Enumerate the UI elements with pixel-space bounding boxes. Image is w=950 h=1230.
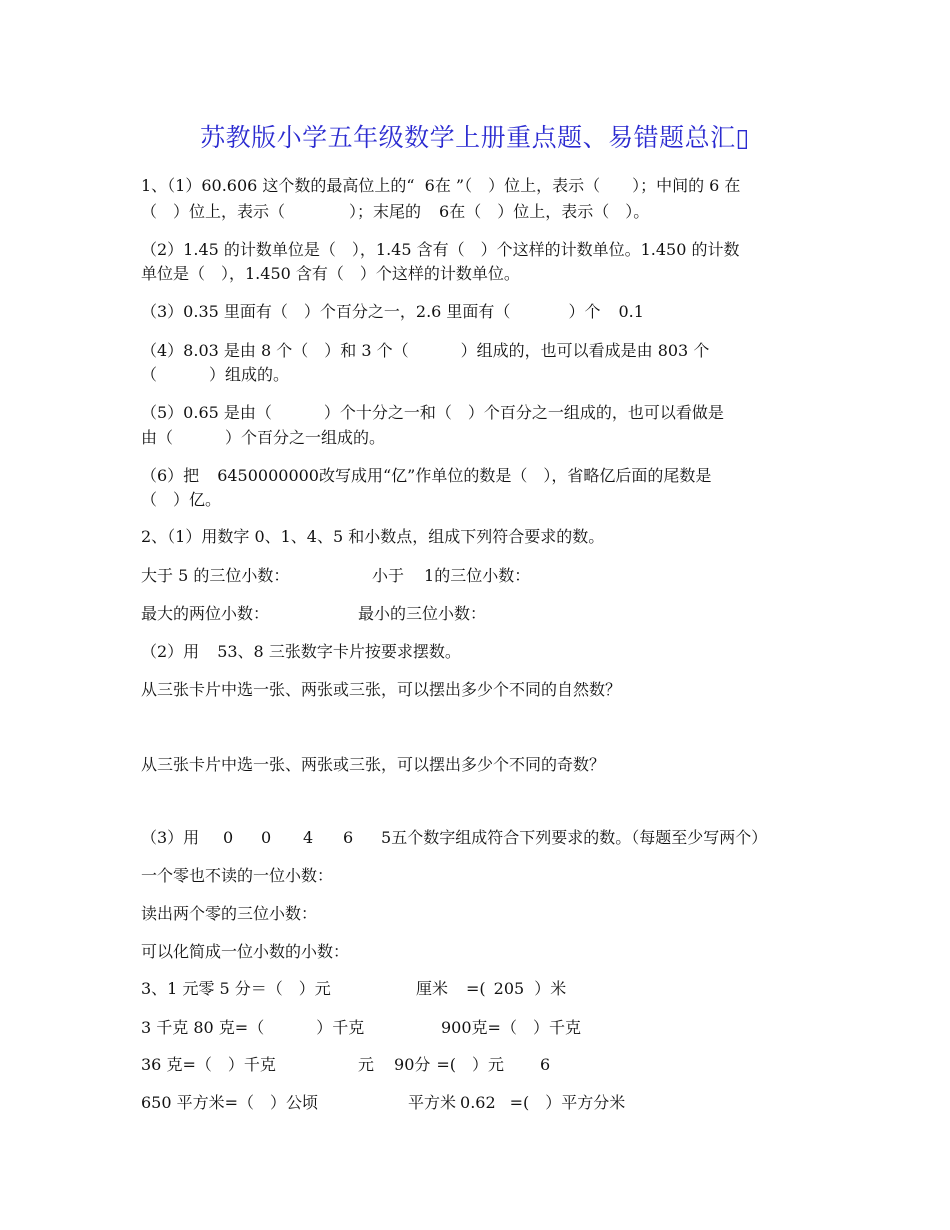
q1-part6-text-a: （6）把 bbox=[141, 466, 200, 485]
q1-part4-text-a: （4）8.03 是由 8 个（ ）和 3 个（ bbox=[141, 341, 409, 360]
q2-part2-heading bbox=[141, 642, 461, 662]
q2-part3-text-a: （3）用 bbox=[141, 828, 200, 847]
q1-part2-line-2: 单位是（ ），1.450 含有（ ）个这样的计数单位。 bbox=[141, 264, 520, 283]
q3-row-1-eq: =( bbox=[466, 979, 486, 998]
q1-part3-text-a: （3）0.35 里面有（ ）个百分之一，2.6 里面有（ bbox=[141, 302, 511, 321]
q3-row-2-text-b: ）千克 bbox=[316, 1018, 365, 1037]
q3-row-3-unit: 元 bbox=[358, 1055, 375, 1074]
q2-part3-no-zero-read: 一个零也不读的一位小数： bbox=[141, 866, 334, 885]
q1-line-2-digit: 6 bbox=[439, 202, 450, 221]
q3-row-2-right bbox=[441, 1018, 581, 1038]
q3-row-1-tail: ）米 bbox=[534, 979, 567, 998]
q3-row-2-left bbox=[141, 1018, 364, 1038]
q3-row-4-right bbox=[408, 1093, 625, 1113]
q2-part3-two-zeros-read: 读出两个零的三位小数： bbox=[141, 904, 318, 923]
q1-line-2-text-c: 在（ ）位上，表示（ ）。 bbox=[449, 202, 650, 221]
q1-part3-text-b: ）个 bbox=[568, 302, 601, 321]
q3-row-3-value: 90 bbox=[394, 1055, 415, 1074]
q1-part4-text-b: ）组成的，也可以看成是由 803 个 bbox=[460, 341, 710, 360]
q2-smallest-three-decimal: 最小的三位小数： bbox=[358, 604, 487, 623]
q3-row-2-value: 900 bbox=[441, 1018, 472, 1037]
q2-heading: 2、（1）用数字 0、1、4、5 和小数点，组成下列符合要求的数。 bbox=[141, 527, 605, 546]
q2-part3-heading bbox=[141, 828, 767, 848]
page-title: 苏教版小学五年级数学上册重点题、易错题总汇▯ bbox=[200, 123, 750, 152]
q1-part6-number: 6450000000 bbox=[217, 466, 319, 485]
q1-part5-line-2 bbox=[141, 428, 385, 448]
q2-part2-text-a: （2）用 bbox=[141, 642, 200, 661]
q1-part5-text-c: 由（ bbox=[141, 428, 174, 447]
q3-row-4-unit: 平方米 bbox=[408, 1093, 457, 1112]
q1-line-2-text-a: （ ）位上，表示（ ）；末尾的 bbox=[141, 202, 422, 221]
q2-part2-odd-numbers: 从三张卡片中选一张、两张或三张，可以摆出多少个不同的奇数？ bbox=[141, 755, 606, 774]
q3-row-4-value: 0.62 bbox=[460, 1093, 496, 1112]
q2-less-than-1-text-a: 小于 bbox=[372, 566, 405, 585]
q1-line-1-text-a: 1、（1）60.606 这个数的最高位上的“ bbox=[141, 176, 415, 195]
q1-part2-line-1: （2）1.45 的计数单位是（ ），1.45 含有（ ）个这样的计数单位。1.450 的计数 bbox=[141, 240, 740, 259]
q1-part6-line-2: （ ）亿。 bbox=[141, 490, 222, 509]
q2-less-than-1-text-c: 的三位小数： bbox=[434, 566, 531, 585]
q3-row-3-digit: 6 bbox=[540, 1055, 551, 1074]
q3-row-2-text-d: 克=（ ）千克 bbox=[471, 1018, 581, 1037]
q3-row-4-left: 650 平方米=（ ）公顷 bbox=[141, 1093, 319, 1112]
q1-line-1-text-c: 在 ”（ ）位上，表示（ ）；中间的 6 在 bbox=[434, 176, 741, 195]
q1-part5-line-1 bbox=[141, 403, 724, 423]
q2-part2-digit: 5 bbox=[217, 642, 228, 661]
q2-less-than-1-digit: 1 bbox=[424, 566, 435, 585]
q2-part3-digit-2: 0 bbox=[261, 828, 272, 847]
q2-part2-text-c: 3、8 三张数字卡片按要求摆数。 bbox=[227, 642, 461, 661]
q3-row-1-unit: 厘米 bbox=[416, 979, 449, 998]
q2-greater-than-5: 大于 5 的三位小数： bbox=[141, 566, 290, 585]
q1-part5-text-b: ）个十分之一和（ ）个百分之一组成的，也可以看做是 bbox=[323, 403, 724, 422]
q2-largest-two-decimal: 最大的两位小数： bbox=[141, 604, 270, 623]
q2-part3-digit-1: 0 bbox=[223, 828, 234, 847]
q3-row-4-tail: =( ）平方分米 bbox=[509, 1093, 626, 1112]
q1-part6-text-c: 改写成用“亿”作单位的数是（ ），省略亿后面的尾数是 bbox=[318, 466, 712, 485]
q2-part3-digit-5: 5 bbox=[381, 828, 392, 847]
q3-row-1-value: 205 bbox=[493, 979, 525, 998]
q1-part3-line bbox=[141, 302, 644, 322]
q1-part4-line-1 bbox=[141, 341, 709, 361]
q3-row-3-unit-b: 分 bbox=[414, 1055, 431, 1074]
q3-row-2-text-a: 3 千克 80 克=（ bbox=[141, 1018, 265, 1037]
q1-part5-text-a: （5）0.65 是由（ bbox=[141, 403, 272, 422]
q1-part4-text-d: ）组成的。 bbox=[209, 365, 290, 384]
q3-row-1-right bbox=[416, 979, 566, 999]
q3-row-3-eq: =( ）元 bbox=[436, 1055, 505, 1074]
q2-part2-natural-numbers: 从三张卡片中选一张、两张或三张，可以摆出多少个不同的自然数？ bbox=[141, 680, 622, 699]
q1-part4-line-2 bbox=[141, 365, 289, 385]
q1-part3-value: 0.1 bbox=[618, 302, 644, 321]
q3-row-3-right bbox=[358, 1055, 550, 1075]
q3-row-3-left: 36 克=（ ）千克 bbox=[141, 1055, 276, 1074]
q3-row-1-left: 3、1 元零 5 分＝（ ）元 bbox=[141, 979, 331, 998]
q2-part3-simplify: 可以化简成一位小数的小数： bbox=[141, 942, 350, 961]
q1-line-1-digit: 6 bbox=[424, 176, 435, 195]
q1-line-1 bbox=[141, 176, 740, 196]
q1-part4-text-c: （ bbox=[141, 365, 158, 384]
q1-part6-line-1 bbox=[141, 466, 711, 486]
q2-part3-digit-4: 6 bbox=[343, 828, 354, 847]
q2-less-than-1 bbox=[372, 566, 530, 586]
q2-part3-text-c: 五个数字组成符合下列要求的数。（每题至少写两个） bbox=[391, 828, 768, 847]
q1-part5-text-d: ）个百分之一组成的。 bbox=[225, 428, 386, 447]
q1-line-2 bbox=[141, 202, 649, 222]
q2-part3-digit-3: 4 bbox=[303, 828, 314, 847]
